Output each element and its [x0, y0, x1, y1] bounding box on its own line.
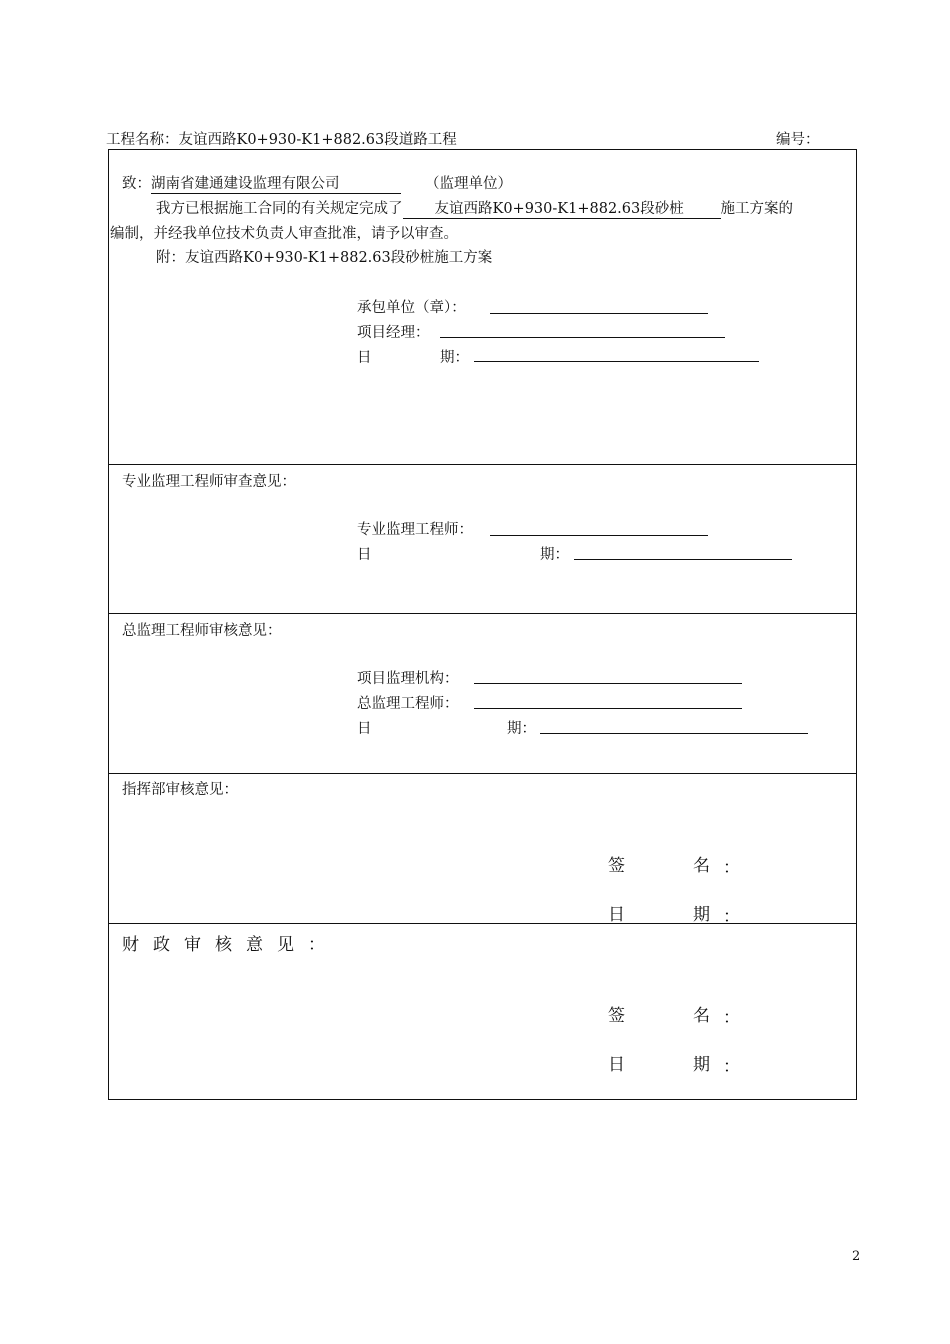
signature-colon: ：	[723, 858, 741, 878]
project-manager-signature-line	[440, 337, 725, 338]
section-divider-3	[109, 773, 856, 774]
date-label-char1: 日	[357, 547, 372, 563]
chief-review-title: 总监理工程师审核意见：	[122, 623, 282, 639]
date-label-char1: 日	[357, 350, 372, 366]
project-name-line	[106, 128, 457, 149]
headquarters-review-title: 指挥部审核意见：	[122, 782, 238, 798]
date-label-char1: 日	[608, 1055, 626, 1075]
recipient-name: 湖南省建通建设监理有限公司	[151, 172, 401, 194]
date-colon: ：	[723, 907, 741, 927]
signature-label-char1: 签	[608, 856, 626, 876]
date-label-char2: 期：	[507, 721, 536, 737]
supervision-org-label: 项目监理机构：	[357, 671, 459, 687]
contractor-label: 承包单位（章）：	[357, 300, 466, 316]
date-line	[474, 361, 759, 362]
specialist-signature-line	[490, 535, 708, 536]
date-label-char2: 期	[693, 905, 711, 925]
date-label-char2: 期：	[540, 547, 569, 563]
specialist-review-title: 专业监理工程师审查意见：	[122, 474, 296, 490]
date-label-char1: 日	[357, 721, 372, 737]
page-number: 2	[852, 1249, 861, 1264]
chief-engineer-line	[474, 708, 742, 709]
specialist-engineer-label: 专业监理工程师：	[357, 522, 473, 538]
date-line	[574, 559, 792, 560]
finance-review-title: 财政审核意见：	[122, 935, 339, 955]
chief-engineer-label: 总监理工程师：	[357, 696, 459, 712]
to-label: 致：	[122, 176, 151, 192]
project-name-value: 友谊西路K0+930-K1+882.63段道路工程	[178, 132, 457, 148]
project-name-label: 工程名称：	[106, 132, 179, 148]
signature-label-char2: 名	[693, 1006, 711, 1026]
statement-suffix: 施工方案的	[720, 201, 793, 217]
signature-label-char2: 名	[693, 856, 711, 876]
date-label-char2: 期：	[440, 350, 469, 366]
statement-prefix: 我方已根据施工合同的有关规定完成了	[156, 201, 403, 217]
date-colon: ：	[723, 1057, 741, 1077]
contractor-signature-line	[490, 313, 708, 314]
attachment-line: 附：友谊西路K0+930-K1+882.63段砂桩施工方案	[156, 250, 493, 266]
serial-number-label: 编号：	[776, 132, 820, 148]
statement-line-2: 编制，并经我单位技术负责人审查批准，请予以审查。	[110, 226, 458, 242]
plan-name: 友谊西路K0+930-K1+882.63段砂桩	[403, 197, 721, 219]
date-line	[540, 733, 808, 734]
project-manager-label: 项目经理：	[357, 325, 430, 341]
date-label-char1: 日	[608, 905, 626, 925]
date-label-char2: 期	[693, 1055, 711, 1075]
section-divider-2	[109, 613, 856, 614]
recipient-suffix: （监理单位）	[425, 176, 512, 192]
section-divider-4	[109, 923, 856, 924]
supervision-org-line	[474, 683, 742, 684]
section-divider-1	[109, 464, 856, 465]
statement-line-1	[156, 197, 793, 219]
signature-label-char1: 签	[608, 1006, 626, 1026]
signature-colon: ：	[723, 1008, 741, 1028]
recipient-line	[122, 172, 512, 194]
